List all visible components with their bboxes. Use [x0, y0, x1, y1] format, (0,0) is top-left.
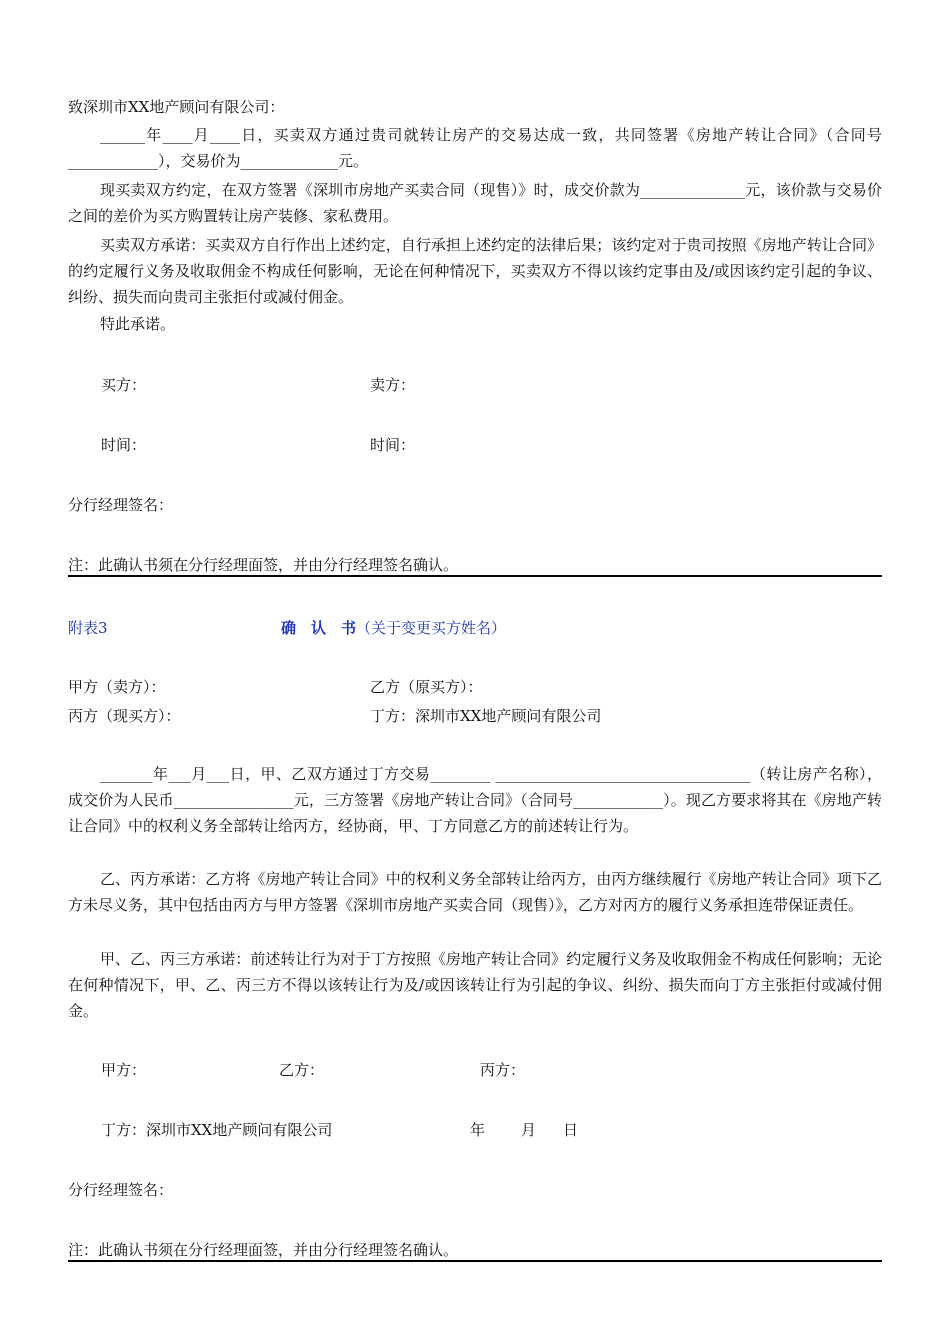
time-label-left: 时间： [101, 436, 147, 454]
party-d-label: 丁方：深圳市XX地产顾问有限公司 [370, 707, 602, 725]
appendix-label: 附表3 [68, 619, 108, 637]
s2-paragraph-1: _______年___月___日，甲、乙双方通过丁方交易________ __________________________________（转让房产名称），成交价为人民币________________元，三方签署《房地产转让合同》（合同号____________）。现乙方要求将其在《房地产转让合同》中的权利义务全部转让给丙方，经协商，甲、丁方同意乙方的前述转让行为。 [68, 765, 882, 835]
note: 注：此确认书须在分行经理面签，并由分行经理签名确认。 [68, 556, 459, 574]
seller-label: 卖方： [370, 376, 416, 394]
party-a-label: 甲方（卖方）： [68, 678, 166, 696]
date-year: 年 [470, 1121, 486, 1139]
signature-party-d: 丁方：深圳市XX地产顾问有限公司 [101, 1121, 333, 1139]
s1-paragraph-3: 买卖双方承诺：买卖双方自行作出上述约定，自行承担上述约定的法律后果；该约定对于贵司按照《房地产转让合同》的约定履行义务及收取佣金不构成任何影响，无论在何种情况下，买卖双方不得以该约定事由及/或因该约定引起的争议、纠纷、损失而向贵司主张拒付或减付佣金。 [68, 236, 882, 306]
party-b-label: 乙方（原买方）： [370, 678, 483, 696]
signature-party-c: 丙方： [480, 1061, 526, 1079]
s2-paragraph-2: 乙、丙方承诺：乙方将《房地产转让合同》中的权利义务全部转让给丙方，由丙方继续履行《房地产转让合同》项下乙方未尽义务，其中包括由丙方与甲方签署《深圳市房地产买卖合同（现售）》，乙方对丙方的履行义务承担连带保证责任。 [68, 870, 882, 914]
s1-paragraph-2: 现买卖双方约定，在双方签署《深圳市房地产买卖合同（现售）》时，成交价款为______________元，该价款与交易价之间的差价为买方购置转让房产装修、家私费用。 [68, 181, 882, 225]
divider-rule-2 [68, 1260, 882, 1262]
party-c-label: 丙方（现买方）： [68, 707, 181, 725]
s1-paragraph-4: 特此承诺。 [100, 315, 176, 333]
document-title: 确 认 书 [281, 619, 357, 637]
time-label-right: 时间： [370, 436, 416, 454]
date-day: 日 [563, 1121, 579, 1139]
date-month: 月 [521, 1121, 537, 1139]
signature-party-b: 乙方： [279, 1061, 325, 1079]
s1-paragraph-1: ______年____月____日，买卖双方通过贵司就转让房产的交易达成一致，共同签署《房地产转让合同》（合同号____________），交易价为_____________元。 [68, 126, 882, 170]
s2-paragraph-3: 甲、乙、丙三方承诺：前述转让行为对于丁方按照《房地产转让合同》约定履行义务及收取佣金不构成任何影响；无论在何种情况下，甲、乙、丙三方不得以该转让行为及/或因该转让行为引起的争议、纠纷、损失而向丁方主张拒付或减付佣金。 [68, 950, 882, 1020]
divider-rule [68, 575, 882, 577]
note-2: 注：此确认书须在分行经理面签，并由分行经理签名确认。 [68, 1241, 459, 1259]
buyer-label: 买方： [101, 376, 147, 394]
document-subtitle: （关于变更买方姓名） [356, 619, 507, 637]
signature-party-a: 甲方： [101, 1061, 147, 1079]
manager-signature-label-2: 分行经理签名： [68, 1181, 174, 1199]
confirmation-heading [281, 617, 506, 638]
manager-signature-label: 分行经理签名： [68, 496, 174, 514]
addressee: 致深圳市XX地产顾问有限公司： [68, 98, 285, 116]
